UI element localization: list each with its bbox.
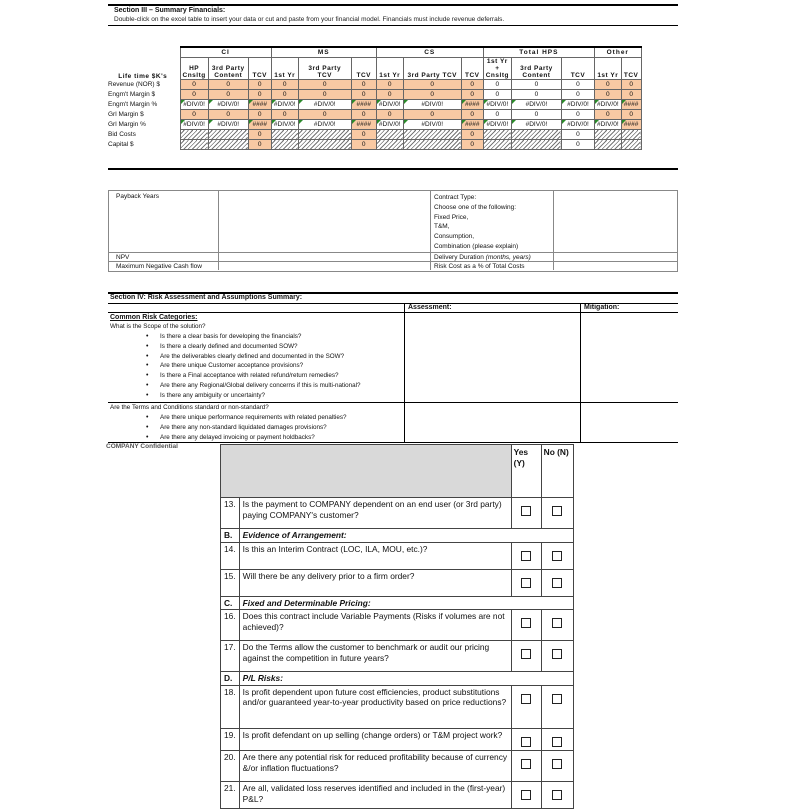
financials-cell[interactable] [271,130,298,140]
financials-cell[interactable]: #### [621,100,641,110]
financials-cell[interactable]: 0 [403,110,461,120]
subheader: HP Cnsltg [180,58,208,80]
questionnaire-row [221,498,574,529]
financials-row-label: Grl Margin $ [108,110,180,120]
financials-cell[interactable]: #DIV/0! [208,100,248,110]
financials-cell[interactable]: 0 [271,110,298,120]
terms-question: Are the Terms and Conditions standard or non-standard? [110,404,269,411]
payback-rule-2 [108,261,678,262]
question-text: Do the Terms allow the customer to benchmark or audit our pricing against the competition in future years? [239,641,511,672]
payback-divider-2 [430,190,431,270]
no-cell [541,569,573,596]
risk-item-text: Is there any ambiguity or uncertainty? [160,391,266,399]
financials-cell[interactable]: 0 [621,110,641,120]
financials-row-label: Grl Margin % [108,120,180,130]
mitigation-header: Mitigation: [584,304,620,311]
financials-cell[interactable]: 0 [376,90,403,100]
financials-cell[interactable]: #DIV/0! [511,100,561,110]
financials-row-label: Engm't Margin % [108,100,180,110]
no-checkbox[interactable] [552,694,562,704]
financials-cell[interactable]: 0 [298,80,351,90]
financials-row-label: Bid Costs [108,130,180,140]
financials-cell[interactable]: 0 [248,110,271,120]
financials-cell[interactable]: 0 [248,90,271,100]
question-number: 20. [221,751,240,782]
financials-cell[interactable]: #DIV/0! [208,120,248,130]
common-risk-label: Common Risk Categories: [110,314,198,321]
questionnaire-row [221,641,574,672]
financials-cell[interactable] [483,130,511,140]
no-checkbox[interactable] [552,649,562,659]
yes-cell [511,542,541,569]
financials-cell[interactable]: 0 [271,90,298,100]
financials-cell[interactable]: 0 [561,140,594,150]
financials-cell[interactable]: 0 [483,110,511,120]
financials-cell[interactable] [621,130,641,140]
financials-row-label: Engm't Margin $ [108,90,180,100]
financials-row [108,140,641,150]
financials-row [108,130,641,140]
financials-cell[interactable] [511,130,561,140]
question-text: Is profit defendant on up selling (change orders) or T&M project work? [239,728,511,751]
financials-cell[interactable]: 0 [511,80,561,90]
scope-question: What is the Scope of the solution? [110,323,206,330]
bullet-icon: • [146,433,149,441]
section3-sub-rule [108,25,678,26]
financials-row-label: Revenue (NOR) $ [108,80,180,90]
financials-cell[interactable]: 0 [208,80,248,90]
financials-cell[interactable]: #DIV/0! [561,120,594,130]
header-shade [221,445,512,498]
payback-divider-1 [218,190,219,270]
financials-cell[interactable] [208,140,248,150]
bullet-icon: • [146,342,149,350]
contract-combination: Combination (please explain) [434,242,519,250]
financials-bottom-rule [108,168,678,170]
financials-cell[interactable] [511,140,561,150]
financials-cell[interactable] [376,140,403,150]
risk-header-rule [108,312,678,313]
subheader: 3rd Party Content [208,58,248,80]
no-cell [541,751,573,782]
section-letter: D. [221,672,240,686]
financials-cell[interactable]: 0 [351,130,376,140]
financials-cell[interactable]: #DIV/0! [376,120,403,130]
financials-row [108,100,641,110]
financials-cell[interactable]: #DIV/0! [594,100,621,110]
financials-cell[interactable]: 0 [180,110,208,120]
questionnaire-section-row [221,672,574,686]
financials-cell[interactable]: 0 [621,80,641,90]
bullet-icon: • [146,352,149,360]
question-number: 17. [221,641,240,672]
subheader: TCV [461,58,483,80]
risk-list-item [146,391,361,401]
no-cell [541,610,573,641]
group-total-hps: Total HPS [483,47,594,58]
financials-cell[interactable]: #DIV/0! [180,100,208,110]
question-number: 13. [221,498,240,529]
no-cell [541,685,573,728]
contract-choose: Choose one of the following: [434,203,517,211]
no-header: No (N) [541,445,573,498]
financials-header-row [108,58,641,80]
financials-cell[interactable]: #DIV/0! [403,120,461,130]
financials-cell[interactable]: 0 [208,90,248,100]
yes-cell [511,728,541,751]
section3-top-rule [108,4,678,6]
risk-list-item [146,361,361,371]
risk-list-item [146,371,361,381]
questionnaire-row [221,610,574,641]
risk-list-item [146,381,361,391]
no-cell [541,782,573,809]
questionnaire-section-row [221,596,574,610]
financials-cell[interactable]: 0 [298,90,351,100]
question-text: Are all, validated loss reserves identified and included in the (first-year) P&L? [239,782,511,809]
questionnaire-row [221,542,574,569]
question-number: 18. [221,685,240,728]
payback-years-label: Payback Years [116,193,160,200]
bullet-icon: • [146,333,149,340]
questionnaire-row [221,569,574,596]
financials-cell[interactable]: #DIV/0! [180,120,208,130]
no-checkbox[interactable] [552,618,562,628]
confidential-label: COMPANY Confidential [106,443,178,450]
question-text: Is profit dependent upon future cost efficiencies, product substitutions and/or guaranteed year-to-year productivity based on price reductions? [239,685,511,728]
financials-cell[interactable] [594,140,621,150]
financials-cell[interactable]: 0 [483,80,511,90]
financials-cell[interactable] [298,140,351,150]
yes-cell [511,685,541,728]
subheader: 1st Yr [271,58,298,80]
payback-box [108,190,678,272]
terms-list [146,413,347,442]
section3-title: Section III – Summary Financials: [114,7,226,14]
no-checkbox[interactable] [552,790,562,800]
no-cell [541,728,573,751]
section-title: Fixed and Determinable Pricing: [239,596,573,610]
financials-cell[interactable]: #DIV/0! [271,120,298,130]
financials-row [108,90,641,100]
financials-cell[interactable]: #DIV/0! [561,100,594,110]
bullet-icon: • [146,381,149,389]
yes-checkbox[interactable] [521,578,531,588]
question-text: Does this contract include Variable Payments (Risks if volumes are not achieved)? [239,610,511,641]
subheader: 3rd Party Content [511,58,561,80]
financials-cell[interactable] [594,130,621,140]
risk-item-text: Is there a Final acceptance with related refund/return remedies? [160,372,339,380]
lifetime-label: Life time $K's [108,58,180,80]
financials-cell[interactable]: #DIV/0! [403,100,461,110]
financials-cell[interactable]: 0 [208,110,248,120]
financials-cell[interactable]: 0 [594,80,621,90]
financials-cell[interactable]: #DIV/0! [298,100,351,110]
yes-header: Yes (Y) [511,445,541,498]
financials-cell[interactable]: #DIV/0! [376,100,403,110]
financials-row [108,80,641,90]
financials-cell[interactable]: #### [461,100,483,110]
financials-cell[interactable]: 0 [376,80,403,90]
group-cs: CS [376,47,483,58]
financials-row [108,110,641,120]
questionnaire-row [221,728,574,751]
subheader: 3rd Party TCV [298,58,351,80]
financials-cell[interactable] [298,130,351,140]
no-checkbox[interactable] [552,578,562,588]
question-text: Will there be any delivery prior to a firm order? [239,569,511,596]
risk-list-item [146,332,361,342]
financials-cell[interactable]: #DIV/0! [298,120,351,130]
no-cell [541,542,573,569]
delivery-duration-label [434,254,531,261]
payback-divider-3 [553,190,554,270]
financials-cell[interactable] [208,130,248,140]
risk-item-text: Are there any non-standard liquidated damages provisions? [160,423,327,431]
section4-title: Section IV: Risk Assessment and Assumptions Summary: [110,294,303,301]
bullet-icon: • [146,391,149,399]
section-title: P/L Risks: [239,672,573,686]
financials-cell[interactable]: 0 [403,90,461,100]
financials-cell[interactable]: #### [351,120,376,130]
risk-list-item [146,423,347,433]
scope-list [146,332,361,401]
financials-cell[interactable]: 0 [461,80,483,90]
financials-cell[interactable]: 0 [561,80,594,90]
question-text: Is the payment to COMPANY dependent on an end user (or 3rd party) paying COMPANY's customer? [239,498,511,529]
risk-item-text: Is there a clear basis for developing the financials? [160,333,302,340]
financials-cell[interactable]: #### [351,100,376,110]
risk-col-divider-1 [404,303,405,442]
financials-cell[interactable]: 0 [351,90,376,100]
risk-item-text: Are the deliverables clearly defined and documented in the SOW? [160,352,345,360]
risk-item-text: Are there unique performance requirements with related penalties? [160,414,347,421]
max-neg-label: Maximum Negative Cash flow [116,263,202,270]
questionnaire-header [221,445,574,498]
no-checkbox[interactable] [552,737,562,747]
contract-consumption: Consumption, [434,233,475,241]
section3-subtitle: Double-click on the excel table to insert your data or cut and paste from your financial model. Financials must include revenue deferrals. [114,16,505,23]
question-text: Are there any potential risk for reduced profitability because of currency &/or inflation fluctuations? [239,751,511,782]
no-checkbox[interactable] [552,759,562,769]
risk-bottom-rule [108,442,678,443]
financials-cell[interactable]: 0 [561,130,594,140]
yes-checkbox[interactable] [521,649,531,659]
financials-cell[interactable]: #### [461,120,483,130]
financials-cell[interactable]: 0 [511,110,561,120]
subheader: TCV [248,58,271,80]
bullet-icon: • [146,423,149,431]
risk-list-item [146,342,361,352]
risk-cost-label: Risk Cost as a % of Total Costs [434,263,525,270]
financials-cell[interactable]: #DIV/0! [594,120,621,130]
yes-checkbox[interactable] [521,737,531,747]
risk-list-item [146,433,347,443]
yes-checkbox[interactable] [521,618,531,628]
questionnaire-section-row [221,529,574,543]
yes-checkbox[interactable] [521,551,531,561]
no-checkbox[interactable] [552,551,562,561]
subheader: 1st Yr [376,58,403,80]
npv-label: NPV [116,254,130,261]
assessment-header: Assessment: [408,304,452,311]
subheader: 1st Yr + Cnsltg [483,58,511,80]
contract-tm: T&M, [434,223,450,231]
questionnaire-row [221,782,574,809]
bullet-icon: • [146,362,149,370]
financials-cell[interactable]: 0 [271,80,298,90]
risk-item-text: Are there unique Customer acceptance provisions? [160,362,304,370]
financials-cell[interactable]: 0 [351,140,376,150]
financials-cell[interactable]: 0 [461,140,483,150]
question-number: 15. [221,569,240,596]
delivery-units: (months, years) [485,254,531,261]
financials-cell[interactable] [403,140,461,150]
financials-cell[interactable]: 0 [561,90,594,100]
question-number: 19. [221,728,240,751]
financials-cell[interactable]: 0 [180,90,208,100]
group-ms: MS [271,47,376,58]
subheader: TCV [351,58,376,80]
group-ci: CI [180,47,271,58]
financials-cell[interactable]: 0 [461,90,483,100]
financials-cell[interactable]: 0 [248,130,271,140]
financials-cell[interactable]: 0 [483,90,511,100]
financials-cell[interactable] [271,140,298,150]
financials-cell[interactable] [483,140,511,150]
financials-cell[interactable]: #DIV/0! [483,100,511,110]
no-checkbox[interactable] [552,506,562,516]
financials-cell[interactable]: #### [248,120,271,130]
risk-col-divider-2 [580,303,581,442]
bullet-icon: • [146,414,149,421]
financials-cell[interactable]: 0 [351,80,376,90]
questionnaire-row [221,751,574,782]
financials-row [108,120,641,130]
question-number: 16. [221,610,240,641]
financials-cell[interactable]: 0 [351,110,376,120]
risk-item-text: Are there any Regional/Global delivery concerns if this is multi-national? [160,381,361,389]
subheader: 1st Yr [594,58,621,80]
financials-cell[interactable]: 0 [248,80,271,90]
financials-cell[interactable]: 0 [594,90,621,100]
financials-cell[interactable]: 0 [403,80,461,90]
payback-rule-1 [108,252,678,253]
yes-cell [511,782,541,809]
risk-item-text: Is there a clearly defined and documented SOW? [160,342,298,350]
financials-cell[interactable]: 0 [248,140,271,150]
risk-item-text: Are there any delayed invoicing or payment holdbacks? [160,433,315,441]
yes-cell [511,751,541,782]
subheader: TCV [621,58,641,80]
yes-cell [511,610,541,641]
yes-checkbox[interactable] [521,790,531,800]
questionnaire-table [220,444,574,809]
contract-fixed: Fixed Price, [434,213,469,221]
financials-cell[interactable]: #### [621,120,641,130]
section-letter: B. [221,529,240,543]
delivery-text: Delivery Duration [434,254,484,261]
yes-cell [511,641,541,672]
financials-cell[interactable]: 0 [461,130,483,140]
financials-cell[interactable]: 0 [561,110,594,120]
risk-list-item [146,352,361,362]
subheader: 3rd Party TCV [403,58,461,80]
yes-checkbox[interactable] [521,506,531,516]
financials-row-label: Capital $ [108,140,180,150]
risk-list-item [146,413,347,423]
yes-checkbox[interactable] [521,759,531,769]
financials-cell[interactable] [376,130,403,140]
financials-cell[interactable] [403,130,461,140]
financials-cell[interactable]: 0 [180,80,208,90]
group-other: Other [594,47,641,58]
section-letter: C. [221,596,240,610]
financials-cell[interactable]: #### [248,100,271,110]
financials-cell[interactable]: #DIV/0! [271,100,298,110]
contract-type-label: Contract Type: [434,194,477,201]
financials-cell[interactable] [621,140,641,150]
financials-cell[interactable]: #DIV/0! [483,120,511,130]
section-title: Evidence of Arrangement: [239,529,573,543]
yes-cell [511,569,541,596]
question-text: Is this an Interim Contract (LOC, ILA, MOU, etc.)? [239,542,511,569]
financials-cell[interactable]: #DIV/0! [511,120,561,130]
subheader: TCV [561,58,594,80]
question-number: 14. [221,542,240,569]
no-cell [541,498,573,529]
financials-cell[interactable] [180,140,208,150]
yes-cell [511,498,541,529]
financials-cell[interactable]: 0 [511,90,561,100]
no-cell [541,641,573,672]
financials-table[interactable] [108,46,642,150]
financials-cell[interactable]: 0 [461,110,483,120]
financials-cell[interactable] [180,130,208,140]
yes-checkbox[interactable] [521,694,531,704]
bullet-icon: • [146,372,149,380]
financials-cell[interactable]: 0 [621,90,641,100]
financials-cell[interactable]: 0 [594,110,621,120]
financials-cell[interactable]: 0 [298,110,351,120]
financials-group-row [108,47,641,58]
financials-cell[interactable]: 0 [376,110,403,120]
contract-type-block [434,193,518,252]
questionnaire-row [221,685,574,728]
question-number: 21. [221,782,240,809]
